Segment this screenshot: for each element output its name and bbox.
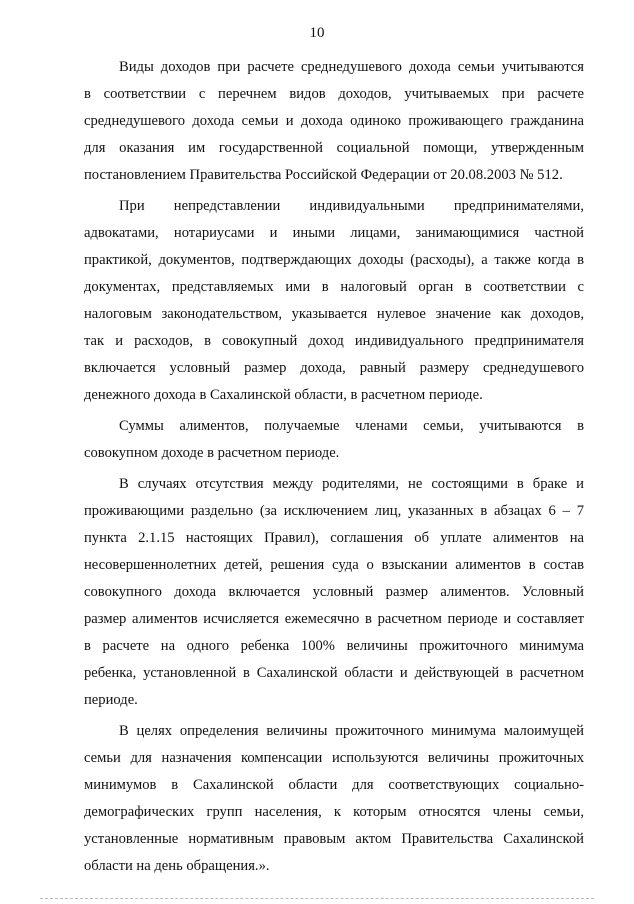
text-line: Виды доходов при расчете среднедушевого дохода семьи учитываются xyxy=(119,59,584,75)
text-line: установленные нормативным правовым актом Правительства Сахалинской xyxy=(84,831,584,847)
text-line: размер алиментов исчисляется ежемесячно в расчетном периоде и составляет xyxy=(84,611,584,627)
text-line: совокупном доходе в расчетном периоде. xyxy=(84,445,340,461)
text-line: документах, представляемых ими в налоговый орган в соответствии с xyxy=(84,279,584,295)
page-number: 10 xyxy=(309,25,325,41)
text-line: области на день обращения.». xyxy=(84,858,270,874)
text-line: в соответствии с перечнем видов доходов, учитываемых при расчете xyxy=(84,86,584,102)
text-line: пункта 2.1.15 настоящих Правил), соглашения об уплате алиментов на xyxy=(84,530,584,546)
text-line: постановлением Правительства Российской Федерации от 20.08.2003 № 512. xyxy=(84,167,563,183)
text-line: для оказания им государственной социальной помощи, утвержденным xyxy=(84,140,584,156)
text-line: проживающими раздельно (за исключением лиц, указанных в абзацах 6 – 7 xyxy=(84,503,584,519)
text-line: так и расходов, в совокупный доход индивидуального предпринимателя xyxy=(84,333,584,349)
paragraph-entrepreneurs xyxy=(84,193,584,409)
text-line: В случаях отсутствия между родителями, не состоящими в браке и xyxy=(119,476,584,492)
text-line: минимумов в Сахалинской области для соответствующих социально- xyxy=(84,777,584,793)
text-line: демографических групп населения, к которым относятся члены семьи, xyxy=(84,804,584,820)
paragraph-alimony xyxy=(84,413,584,467)
document-body xyxy=(84,54,584,880)
text-line: семьи для назначения компенсации используются величины прожиточных xyxy=(84,750,584,766)
text-line: адвокатами, нотариусами и иными лицами, занимающимися частной xyxy=(84,225,584,241)
page-bottom-edge xyxy=(40,898,594,899)
text-line: периоде. xyxy=(84,692,138,708)
text-line: несовершеннолетних детей, решения суда о взыскании алиментов в состав xyxy=(84,557,584,573)
text-line: в расчете на одного ребенка 100% величины прожиточного минимума xyxy=(84,638,584,654)
text-line: практикой, документов, подтверждающих доходы (расходы), а также когда в xyxy=(84,252,584,268)
text-line: При непредставлении индивидуальными предпринимателями, xyxy=(119,198,584,214)
text-line: налоговым законодательством, указывается нулевое значение как доходов, xyxy=(84,306,584,322)
text-line: среднедушевого дохода семьи и дохода одиноко проживающего гражданина xyxy=(84,113,584,129)
paragraph-subsistence-minimum xyxy=(84,718,584,880)
text-line: Суммы алиментов, получаемые членами семьи, учитываются в xyxy=(119,418,584,434)
text-line: денежного дохода в Сахалинской области, в расчетном периоде. xyxy=(84,387,483,403)
paragraph-income-types xyxy=(84,54,584,189)
text-line: включается условный размер дохода, равный размеру среднедушевого xyxy=(84,360,584,376)
text-line: В целях определения величины прожиточного минимума малоимущей xyxy=(119,723,584,739)
text-line: совокупного дохода включается условный размер алиментов. Условный xyxy=(84,584,584,600)
paragraph-conditional-alimony xyxy=(84,471,584,714)
text-line: ребенка, установленной в Сахалинской области и действующей в расчетном xyxy=(84,665,584,681)
